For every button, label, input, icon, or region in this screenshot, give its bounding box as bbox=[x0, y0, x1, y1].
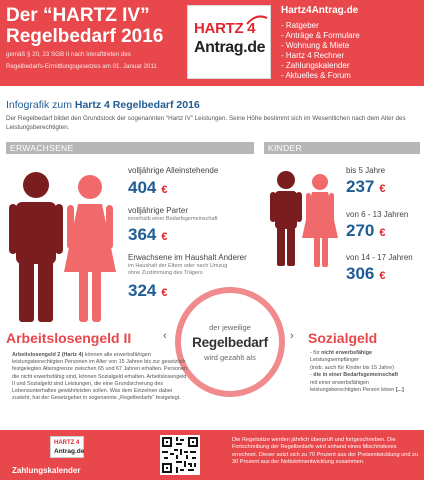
subtitle-line-1: gemäß § 20, 23 SGB II nach Inkrafttreten des bbox=[6, 51, 131, 58]
boy-figure-icon bbox=[270, 171, 302, 266]
sozialgeld-line-1 bbox=[310, 350, 422, 357]
title-line-1: Der “HARTZ IV” bbox=[6, 5, 150, 26]
adult-household-amount bbox=[128, 281, 168, 301]
sozialgeld-heading: Sozialgeld bbox=[308, 330, 378, 346]
sozialgeld-list bbox=[310, 350, 422, 394]
alg2-text-body: können alle erwerbsfähigen leistungsberechtigten Personen im Alter von 15 Jahren bis zur gesetzlich festgelegten Altersgrenze zwischen 65 und 67 Jahren erhalten. Personen die nicht erwerbsfähig sind, können Sozialgeld erhalten. Arbeitslosengeld II und Sozialgeld sind Leistungen, die eine Grundsicherung des Lebensunterhaltes gewährleisten sollen. Was dem Einzelnen dabei zusteht, hat der Gesetzgeber in sogenannte „Regelbedarfe“ festgelegt. bbox=[12, 352, 188, 402]
subtitle-line-2: Regelbedarfs-Ermittlungsgesetzes am 01. Januar 2011 bbox=[6, 63, 157, 70]
circle-text-top: der jeweilige bbox=[209, 323, 251, 332]
hartz4antrag-logo[interactable] bbox=[187, 5, 271, 79]
euro-sign: € bbox=[161, 287, 168, 299]
adult-household-value: 324 bbox=[128, 281, 157, 300]
kids-age-6-13-value: 270 bbox=[346, 221, 375, 240]
footer-logo[interactable] bbox=[50, 436, 84, 458]
kids-age-14-17-label: von 14 - 17 Jahren bbox=[346, 253, 413, 262]
kids-age-14-17-amount bbox=[346, 264, 386, 284]
kids-age-6-13-label: von 6 - 13 Jahren bbox=[346, 210, 409, 219]
kids-age-0-5-label: bis 5 Jahre bbox=[346, 166, 386, 175]
adult-partner-note: innerhalb einer Bedarfsgemeinschaft bbox=[128, 216, 218, 222]
kids-age-0-5-amount bbox=[346, 177, 386, 197]
heading-bold: Hartz 4 Regelbedarf 2016 bbox=[74, 99, 200, 111]
adults-section-header: ERWACHSENE bbox=[6, 142, 254, 154]
header-title-block bbox=[6, 5, 186, 71]
site-name-link[interactable]: Hartz4Antrag.de bbox=[281, 5, 359, 16]
sozialgeld-line-6-pre: leistungsberechtigten Person leben bbox=[310, 387, 396, 394]
sozialgeld-line-1-bold: nicht erwerbsfähige bbox=[321, 350, 373, 356]
menu-item-wohnung[interactable]: - Wohnung & Miete bbox=[281, 41, 350, 50]
qr-code-icon[interactable] bbox=[160, 435, 200, 475]
circle-text-bottom: wird gezahlt als bbox=[204, 353, 256, 362]
footer-logo-text-2: Antrag.de bbox=[54, 448, 85, 455]
logo-text-hartz4: HARTZ 4 bbox=[194, 20, 256, 37]
girl-figure-icon bbox=[302, 174, 338, 267]
adult-single-label: volljährige Alleinstehende bbox=[128, 166, 219, 175]
adult-partner-amount bbox=[128, 225, 168, 245]
sozialgeld-line-5: mit einer erwerbsfähigen bbox=[310, 379, 370, 386]
infographic-intro: Der Regelbedarf bildet den Grundstock der sogenannten “Hartz IV” Leistungen. Seine Höhe bestimmt sich im Wesentlichen nach dem Alter des Leistungsberechtigten. bbox=[6, 115, 406, 131]
menu-item-rechner[interactable]: - Hartz 4 Rechner bbox=[281, 51, 345, 60]
footer-calendar-label[interactable]: Zahlungskalender bbox=[12, 466, 81, 475]
adult-single-amount bbox=[128, 178, 168, 198]
alg2-description bbox=[12, 352, 190, 402]
sozialgeld-line-1-pre: - für bbox=[310, 350, 322, 356]
infographic-heading bbox=[6, 99, 200, 111]
regelbedarf-circle bbox=[175, 287, 285, 397]
menu-item-zahlungskalender[interactable]: - Zahlungskalender bbox=[281, 61, 350, 70]
sozialgeld-line-4-bold: die in einer Bedarfsgemeinschaft bbox=[313, 372, 399, 379]
site-navigation bbox=[281, 4, 421, 81]
euro-sign: € bbox=[161, 231, 168, 243]
title-line-2: Regelbedarf 2016 bbox=[6, 26, 164, 47]
menu-item-aktuelles[interactable]: - Aktuelles & Forum bbox=[281, 71, 351, 80]
kids-figures-illustration bbox=[266, 160, 340, 280]
chevron-right-icon: › bbox=[290, 330, 294, 342]
adult-household-note-1: im Haushalt der Eltern oder nach Umzug bbox=[128, 263, 228, 269]
man-figure-icon bbox=[9, 172, 63, 322]
euro-sign: € bbox=[379, 227, 386, 239]
kids-age-14-17-value: 306 bbox=[346, 264, 375, 283]
kids-age-6-13-amount bbox=[346, 221, 386, 241]
footer-note: Die Regelsätze werden jährlich überprüft und fortgeschrieben. Die Fortschreibung der Regelbedarfe wird anhand eines Mischindexes errechnet. Dieser setzt sich zu 70 Prozent aus der Preisentwicklung und zu 30 Prozent aus der Nettolohnentwicklung zusammen. bbox=[232, 437, 418, 466]
chevron-left-icon: ‹ bbox=[163, 330, 167, 342]
euro-sign: € bbox=[161, 184, 168, 196]
adult-partner-label: volljährige Parter bbox=[128, 206, 189, 215]
adult-household-note-2: ohne Zustimmung des Trägers bbox=[128, 270, 203, 276]
menu-item-ratgeber[interactable]: - Ratgeber bbox=[281, 21, 319, 30]
footer-logo-text-1: HARTZ 4 bbox=[54, 440, 80, 446]
kids-age-0-5-value: 237 bbox=[346, 177, 375, 196]
menu-item-antraege[interactable]: - Anträge & Formulare bbox=[281, 31, 360, 40]
euro-sign: € bbox=[379, 270, 386, 282]
adult-partner-value: 364 bbox=[128, 225, 157, 244]
circle-text-main: Regelbedarf bbox=[192, 335, 268, 350]
adult-figures-illustration bbox=[6, 160, 118, 330]
alg2-heading: Arbeitslosengeld II bbox=[6, 330, 132, 346]
adult-household-label: Erwachsene im Haushalt Anderer bbox=[128, 253, 247, 262]
sozialgeld-line-6 bbox=[310, 387, 422, 394]
heading-prefix: Infografik zum bbox=[6, 99, 75, 111]
sozialgeld-line-4-pre: - bbox=[310, 372, 314, 379]
logo-text-antrag: Antrag.de bbox=[194, 39, 266, 56]
sozialgeld-line-3: (insb. auch für Kinder bis 15 Jahre) bbox=[310, 364, 394, 371]
sozialgeld-line-4 bbox=[310, 372, 422, 379]
adult-single-value: 404 bbox=[128, 178, 157, 197]
header-banner bbox=[0, 0, 424, 86]
site-menu bbox=[281, 21, 421, 81]
sozialgeld-line-6-bold: [...] bbox=[395, 387, 404, 394]
woman-figure-icon bbox=[64, 175, 116, 322]
euro-sign: € bbox=[379, 183, 386, 195]
alg2-text-bold: Arbeitslosengeld 2 (Hartz 4) bbox=[12, 352, 84, 358]
sozialgeld-line-2: Leistungsempfänger bbox=[310, 357, 359, 364]
kids-section-header: KINDER bbox=[264, 142, 420, 154]
